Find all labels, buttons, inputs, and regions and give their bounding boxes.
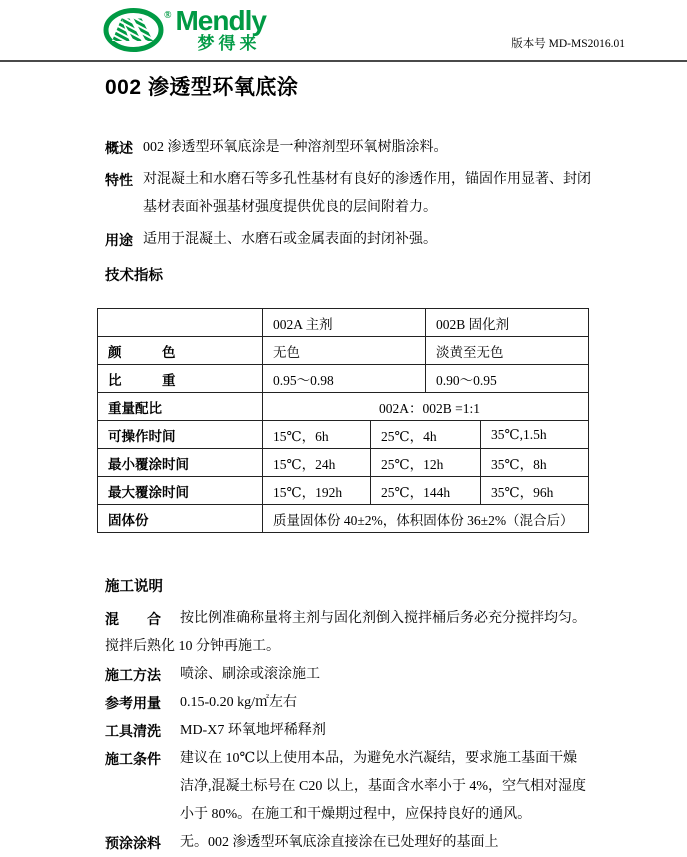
coverage-row	[105, 689, 599, 717]
overview-label: 概述	[105, 140, 133, 156]
conditions-line: 建议在 10℃以上使用本品，为避免水汽凝结，要求施工基面干燥	[180, 751, 578, 766]
brand-logo	[103, 5, 266, 53]
spec-cell: 0.90～0.95	[426, 365, 589, 393]
mendly-logo-icon	[103, 8, 166, 53]
usage-label: 用途	[105, 232, 133, 248]
mixing-text: 按比例准确称量将主剂与固化剂倒入搅拌桶后务必充分搅拌均匀。	[180, 611, 586, 626]
construction-section	[105, 575, 599, 857]
header-empty-cell	[98, 309, 263, 337]
row-label: 最小覆涂时间	[98, 449, 263, 477]
table-row-min-recoat	[98, 449, 589, 477]
document-body	[0, 71, 687, 857]
features-line: 基材表面补强基材强度提供优良的层间附着力。	[143, 200, 437, 215]
spec-cell: 无色	[263, 337, 426, 365]
mixing-row	[105, 605, 599, 633]
application-method-label: 施工方法	[105, 667, 161, 683]
features-text	[143, 166, 591, 222]
construction-rows	[105, 605, 599, 857]
spec-cell: 25℃，144h	[371, 477, 481, 505]
row-label: 固体份	[98, 505, 263, 533]
table-row-solids	[98, 505, 589, 533]
tech-spec-heading: 技术指标	[105, 268, 163, 284]
table-row-color	[98, 337, 589, 365]
table-row-mix-ratio	[98, 393, 589, 421]
conditions-line: 洁净,混凝土标号在 C20 以上，基面含水率小于 4%，空气相对湿度	[180, 779, 586, 794]
application-method-row	[105, 661, 599, 689]
overview-text: 002 渗透型环氧底涂是一种溶剂型环氧树脂涂料。	[143, 140, 448, 155]
spec-cell: 15℃，192h	[263, 477, 371, 505]
spec-cell: 25℃，12h	[371, 449, 481, 477]
tool-cleaning-text: MD-X7 环氧地坪稀释剂	[180, 723, 326, 738]
precoat-label: 预涂涂料	[105, 835, 161, 851]
table-row-max-recoat	[98, 477, 589, 505]
coverage-text: 0.15-0.20 kg/㎡左右	[180, 695, 298, 710]
table-row-density	[98, 365, 589, 393]
spec-cell-merged: 002A：002B =1:1	[263, 393, 589, 421]
features-row	[105, 166, 599, 222]
tool-cleaning-label: 工具清洗	[105, 723, 161, 739]
row-label: 可操作时间	[98, 421, 263, 449]
spec-cell-merged: 质量固体份 40±2%，体积固体份 36±2%（混合后）	[263, 505, 589, 533]
mixing-label: 混 合	[105, 611, 161, 627]
row-label: 重量配比	[98, 393, 263, 421]
spec-table	[97, 308, 589, 533]
spec-cell: 15℃，24h	[263, 449, 371, 477]
conditions-row	[105, 745, 599, 829]
application-method-text: 喷涂、刷涂或滚涂施工	[180, 667, 320, 682]
mixing-continuation-text: 搅拌后熟化 10 分钟再施工。	[105, 639, 280, 654]
spec-cell: 35℃，96h	[481, 477, 589, 505]
spec-cell: 25℃，4h	[371, 421, 481, 449]
row-label: 比 重	[98, 365, 263, 393]
spec-cell: 0.95～0.98	[263, 365, 426, 393]
precoat-text: 无。002 渗透型环氧底涂直接涂在已处理好的基面上	[180, 835, 499, 850]
header-cell-002a: 002A 主剂	[263, 309, 426, 337]
conditions-line: 小于 80%。在施工和干燥期过程中，应保持良好的通风。	[180, 807, 532, 822]
row-label: 颜 色	[98, 337, 263, 365]
table-header-row	[98, 309, 589, 337]
registered-trademark-icon: ®	[164, 10, 172, 21]
spec-cell: 15℃，6h	[263, 421, 371, 449]
mixing-continuation-row	[105, 633, 599, 661]
version-label: 版本号 MD-MS2016.01	[511, 38, 625, 50]
brand-text	[175, 5, 266, 53]
features-label: 特性	[105, 172, 133, 188]
page-title: 002 渗透型环氧底涂	[105, 76, 299, 99]
spec-cell: 淡黄至无色	[426, 337, 589, 365]
spec-cell: 35℃，8h	[481, 449, 589, 477]
row-label: 最大覆涂时间	[98, 477, 263, 505]
page-header	[0, 0, 687, 62]
tool-cleaning-row	[105, 717, 599, 745]
usage-row	[105, 226, 599, 254]
conditions-text	[180, 745, 599, 829]
spec-cell: 35℃,1.5h	[481, 421, 589, 449]
intro-section	[105, 134, 599, 254]
usage-text: 适用于混凝土、水磨石或金属表面的封闭补强。	[143, 232, 437, 247]
coverage-label: 参考用量	[105, 695, 161, 711]
header-cell-002b: 002B 固化剂	[426, 309, 589, 337]
overview-row	[105, 134, 599, 162]
brand-name-chinese: 梦得来	[197, 34, 261, 53]
conditions-label: 施工条件	[105, 751, 161, 767]
precoat-row	[105, 829, 599, 857]
brand-name: Mendly	[175, 5, 266, 36]
construction-heading: 施工说明	[105, 579, 163, 595]
table-row-pot-life	[98, 421, 589, 449]
features-line: 对混凝土和水磨石等多孔性基材有良好的渗透作用，锚固作用显著、封闭	[143, 172, 591, 187]
